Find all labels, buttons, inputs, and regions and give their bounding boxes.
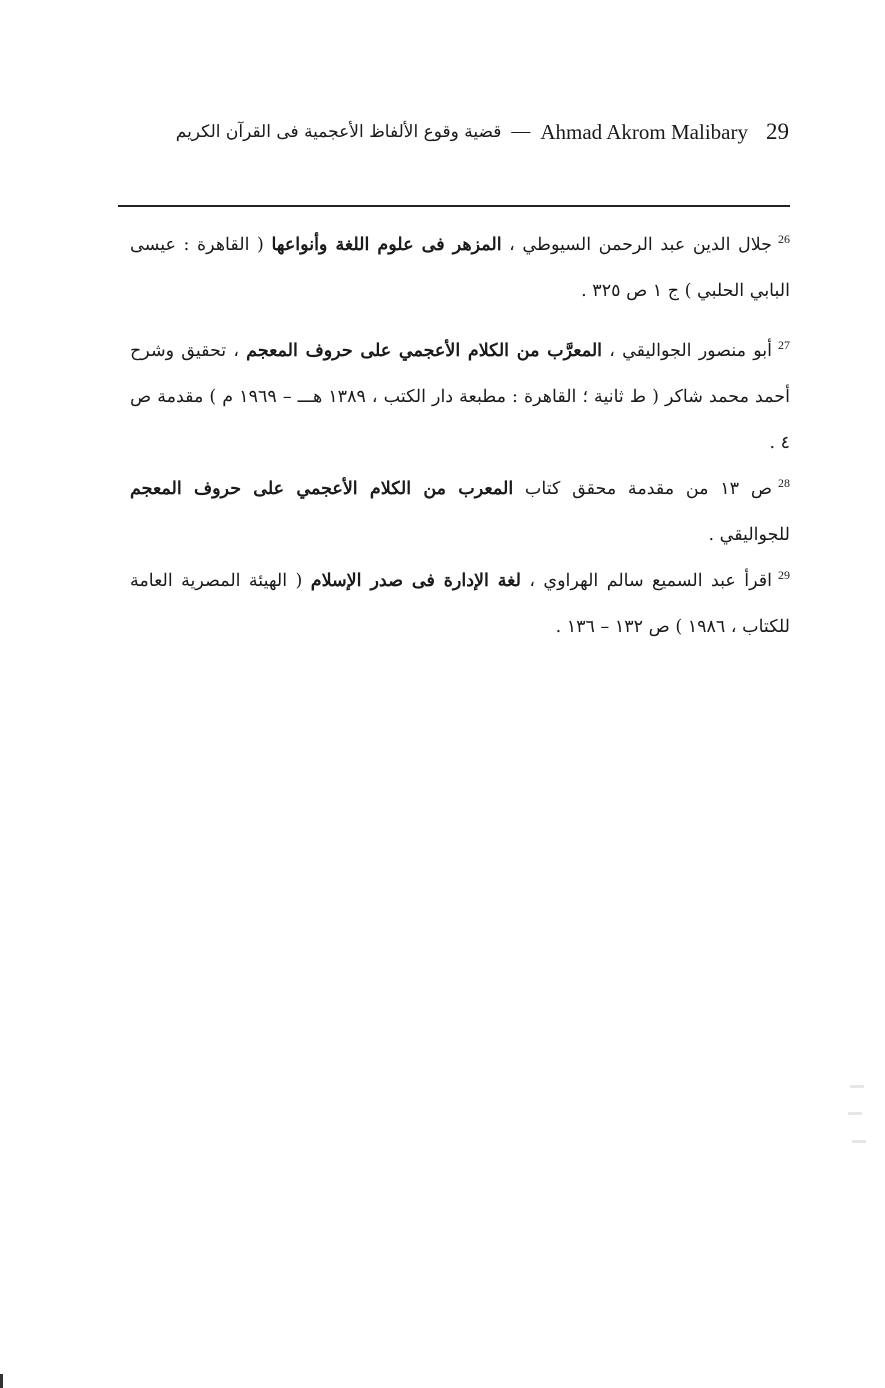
footnote-book-title: المعرَّب من الكلام الأعجمي على حروف المعجم (246, 341, 603, 361)
header-author: Ahmad Akrom Malibary (540, 119, 748, 144)
footnote-27 (130, 328, 790, 466)
footnote-book-title: لغة الإدارة فى صدر الإسلام (310, 571, 521, 591)
crop-mark (0, 1374, 3, 1388)
footnote-separator-rule (118, 205, 790, 207)
footnote-29 (130, 558, 790, 650)
header-dash: — (511, 121, 531, 142)
footnote-number: 27 (777, 338, 790, 353)
footnote-book-title: المعرب من الكلام الأعجمي على حروف المعجم (130, 479, 514, 499)
scan-artifact (848, 1112, 862, 1115)
footnote-text: ( الهيئة المصرية العامة للكتاب ، ١٩٨٦ ) ص ١٣٢ – ١٣٦ . (130, 571, 790, 637)
footnote-text: أبو منصور الجواليقي ، (602, 341, 772, 361)
scan-artifact (850, 1085, 864, 1088)
footnote-text: ص ١٣ من مقدمة محقق كتاب (513, 479, 772, 499)
footnote-text: ، تحقيق وشرح أحمد محمد شاكر ( ط ثانية ؛ القاهرة : مطبعة دار الكتب ، ١٣٨٩ هـــ – ١٩٦٩ م ) مقدمة ص ٤ . (130, 341, 790, 453)
page-number: 29 (766, 119, 789, 144)
running-header (175, 112, 789, 152)
footnote-text: جلال الدين عبد الرحمن السيوطي ، (501, 235, 772, 255)
footnotes-block (130, 222, 790, 650)
footnote-number: 29 (778, 568, 791, 583)
footnote-28 (130, 466, 790, 558)
footnote-text: ( القاهرة : عيسى البابي الحلبي ) ج ١ ص ٣٢٥ . (130, 235, 790, 301)
footnote-number: 28 (778, 476, 790, 491)
footnote-text: اقرأ عبد السميع سالم الهراوي ، (520, 571, 773, 591)
footnote-text: للجواليقي . (708, 525, 790, 545)
scan-artifact (852, 1140, 866, 1143)
footnote-26 (130, 222, 790, 314)
footnote-book-title: المزهر فى علوم اللغة وأنواعها (271, 235, 502, 255)
header-arabic-title: قضية وقوع الألفاظ الأعجمية فى القرآن الكريم (175, 122, 502, 142)
footnote-number: 26 (778, 232, 790, 247)
